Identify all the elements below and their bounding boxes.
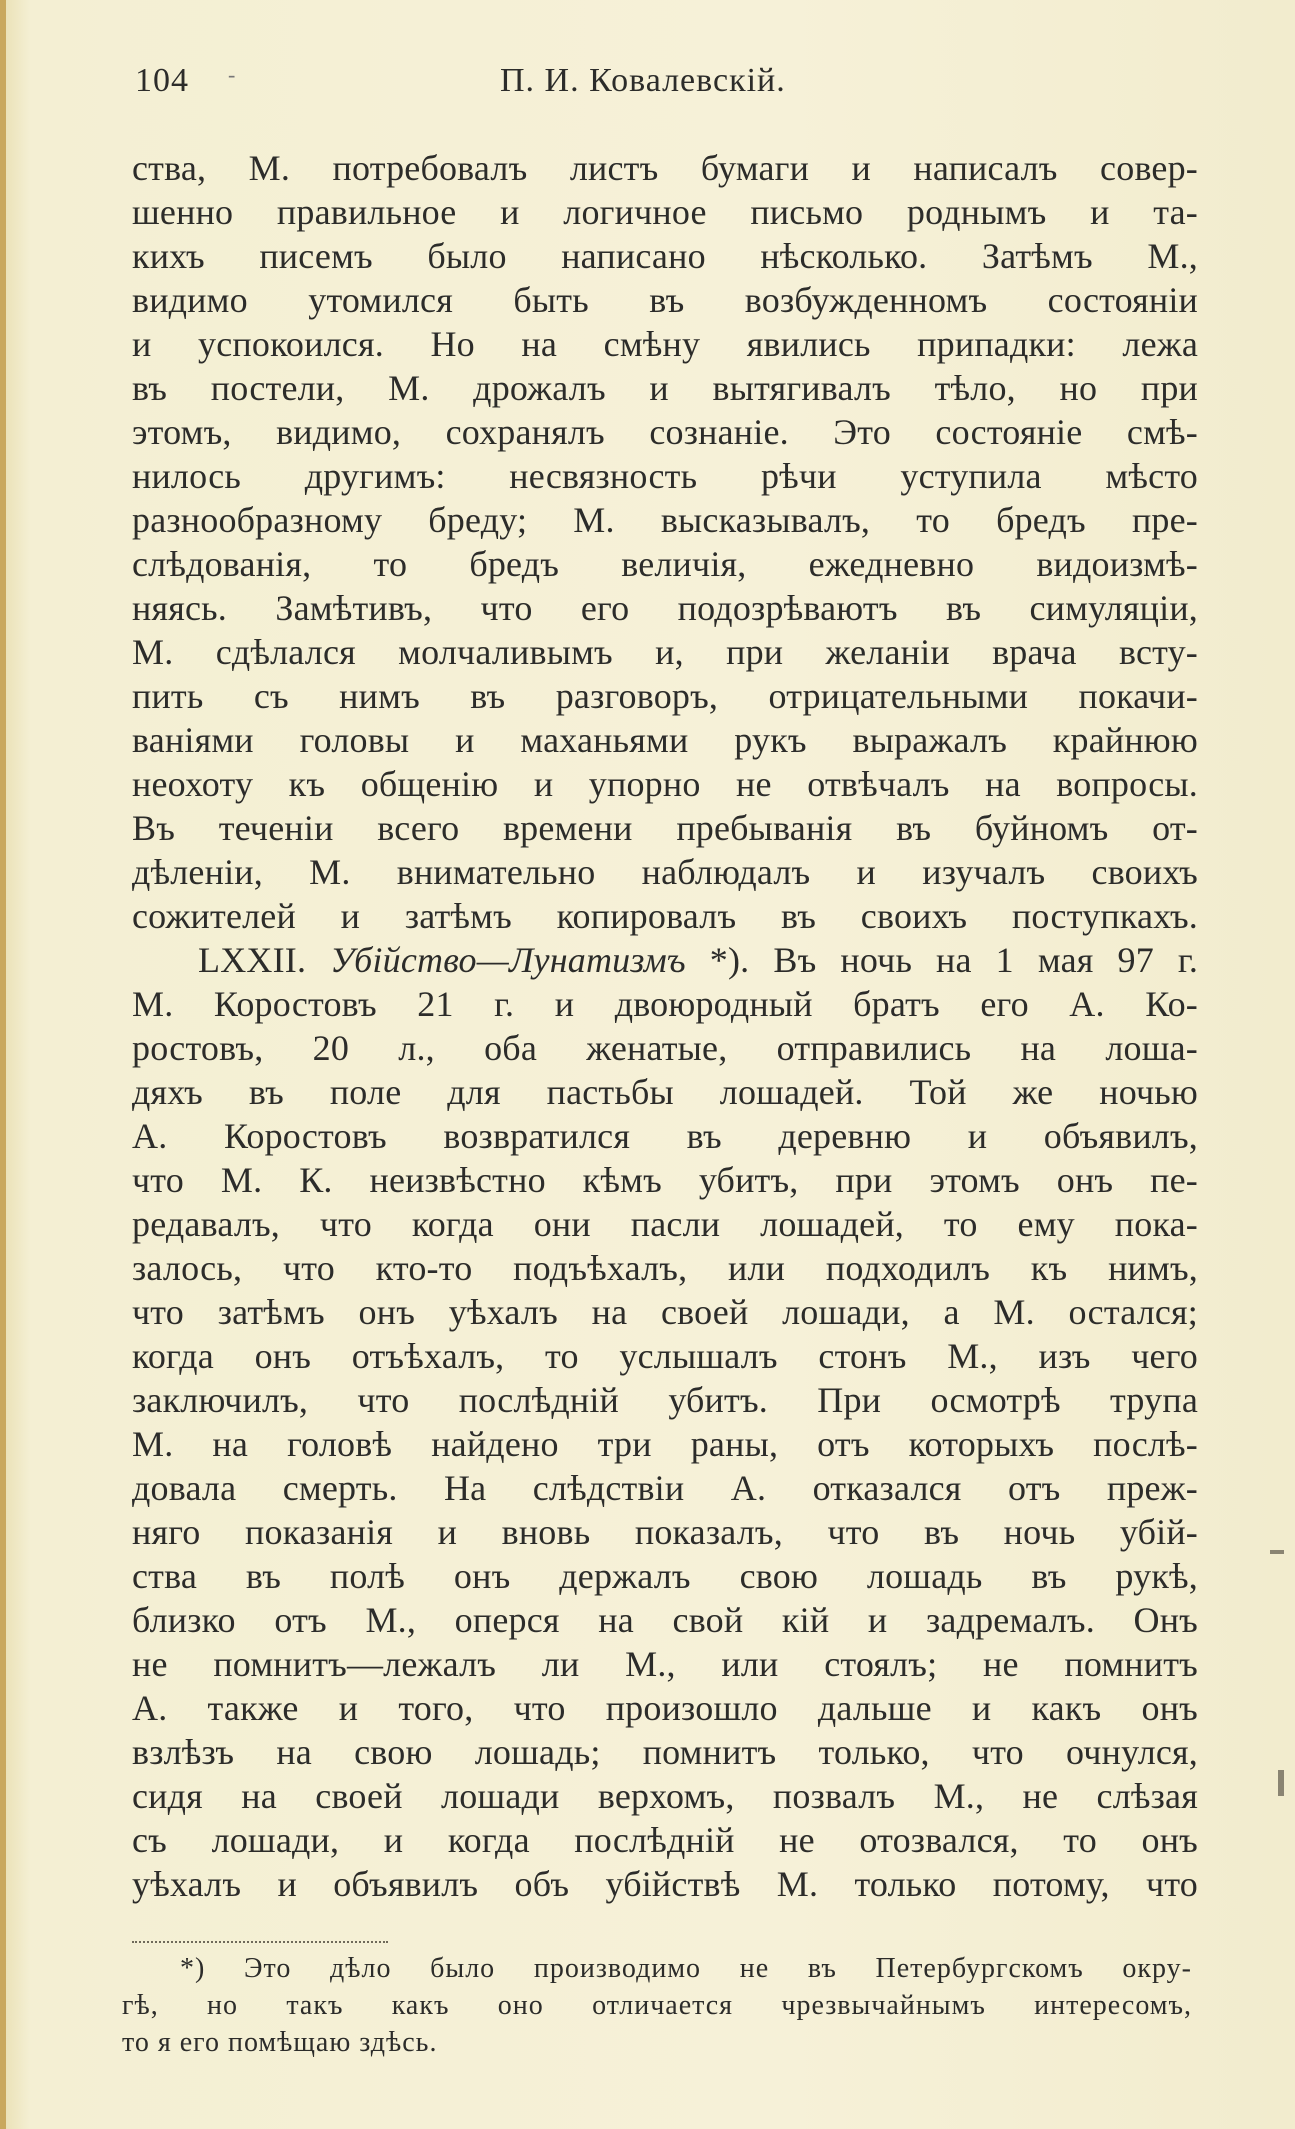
text-line: нилось другимъ: несвязность рѣчи уступила мѣсто xyxy=(132,456,1198,496)
text-line: няго показанія и вновь показалъ, что въ ночь убій- xyxy=(132,1512,1198,1552)
text-line: уѣхалъ и объявилъ объ убійствѣ М. только потому, что xyxy=(132,1864,1198,1904)
text-line: шенно правильное и логичное письмо роднымъ и та- xyxy=(132,192,1198,232)
text-line: А. Коростовъ возвратился въ деревню и объявилъ, xyxy=(132,1116,1198,1156)
text-line: что затѣмъ онъ уѣхалъ на своей лошади, а М. остался; xyxy=(132,1292,1198,1332)
text-line: довала смерть. На слѣдствіи А. отказался отъ преж- xyxy=(132,1468,1198,1508)
text-line: въ постели, М. дрожалъ и вытягивалъ тѣло, но при xyxy=(132,368,1198,408)
page-header xyxy=(135,62,1195,110)
footnote xyxy=(122,1950,1192,2061)
text-line: дѣленіи, М. внимательно наблюдалъ и изучалъ своихъ xyxy=(132,852,1198,892)
page-left-edge xyxy=(0,0,6,2129)
section-lead: Въ ночь на 1 мая 97 г. xyxy=(773,940,1199,980)
text-line: не помнитъ—лежалъ ли М., или стоялъ; не помнитъ xyxy=(132,1644,1198,1684)
text-line: дяхъ въ поле для пастьбы лошадей. Той же ночью xyxy=(132,1072,1198,1112)
text-line: взлѣзъ на свою лошадь; помнитъ только, что очнулся, xyxy=(132,1732,1198,1772)
section-number: LXXII. xyxy=(198,940,307,980)
footnote-line: гѣ, но такъ какъ оно отличается чрезвычайнымъ интересомъ, xyxy=(122,1990,1192,2021)
text-line: М. сдѣлался молчаливымъ и, при желаніи врача всту- xyxy=(132,632,1198,672)
text-line: ства, М. потребовалъ листъ бумаги и написалъ совер- xyxy=(132,148,1198,188)
footnote-line: то я его помѣщаю здѣсь. xyxy=(122,2027,438,2058)
text-line: ства въ полѣ онъ держалъ свою лошадь въ рукѣ, xyxy=(132,1556,1198,1596)
section-heading-line xyxy=(132,938,1198,982)
text-line: Въ теченіи всего времени пребыванія въ буйномъ от- xyxy=(132,808,1198,848)
text-line: слѣдованія, то бредъ величія, ежедневно видоизмѣ- xyxy=(132,544,1198,584)
text-line: залось, что кто-то подъѣхалъ, или подходилъ къ нимъ, xyxy=(132,1248,1198,1288)
footnote-divider xyxy=(132,1941,388,1943)
text-line: редавалъ, что когда они пасли лошадей, то ему пока- xyxy=(132,1204,1198,1244)
text-line: съ лошади, и когда послѣдній не отозвался, то онъ xyxy=(132,1820,1198,1860)
running-head: П. И. Ковалевскій. xyxy=(500,62,786,99)
text-line: этомъ, видимо, сохранялъ сознаніе. Это состояніе смѣ- xyxy=(132,412,1198,452)
text-line: кихъ писемъ было написано нѣсколько. Затѣмъ М., xyxy=(132,236,1198,276)
margin-speck xyxy=(1278,1770,1284,1796)
text-line: няясь. Замѣтивъ, что его подозрѣваютъ въ симуляціи, xyxy=(132,588,1198,628)
section-title: Убійство—Лунатизмъ xyxy=(330,940,686,980)
text-line: М. на головѣ найдено три раны, отъ которыхъ послѣ- xyxy=(132,1424,1198,1464)
footnote-line: *) Это дѣло было производимо не въ Петербургскомъ окру- xyxy=(180,1953,1192,1984)
text-line: близко отъ М., оперся на свой кій и задремалъ. Онъ xyxy=(132,1600,1198,1640)
header-dash: - xyxy=(228,62,237,87)
text-line: сожителей и затѣмъ копировалъ въ своихъ поступкахъ. xyxy=(132,896,1198,936)
text-line: неохоту къ общенію и упорно не отвѣчалъ на вопросы. xyxy=(132,764,1198,804)
text-line: ваніями головы и маханьями рукъ выражалъ крайнюю xyxy=(132,720,1198,760)
text-line: А. также и того, что произошло дальше и какъ онъ xyxy=(132,1688,1198,1728)
text-line: М. Коростовъ 21 г. и двоюродный братъ его А. Ко- xyxy=(132,984,1198,1024)
text-line: что М. К. неизвѣстно кѣмъ убитъ, при этомъ онъ пе- xyxy=(132,1160,1198,1200)
text-line: разнообразному бреду; М. высказывалъ, то бредъ пре- xyxy=(132,500,1198,540)
page-number: 104 xyxy=(135,62,189,99)
text-line: и успокоился. Но на смѣну явились припадки: лежа xyxy=(132,324,1198,364)
margin-speck xyxy=(1270,1550,1284,1554)
body-text xyxy=(132,146,1198,1906)
text-line: пить съ нимъ въ разговоръ, отрицательными покачи- xyxy=(132,676,1198,716)
text-line: когда онъ отъѣхалъ, то услышалъ стонъ М., изъ чего xyxy=(132,1336,1198,1376)
text-line: ростовъ, 20 л., оба женатые, отправились на лоша- xyxy=(132,1028,1198,1068)
text-line: видимо утомился быть въ возбужденномъ состояніи xyxy=(132,280,1198,320)
text-line: сидя на своей лошади верхомъ, позвалъ М., не слѣзая xyxy=(132,1776,1198,1816)
text-line: заключилъ, что послѣдній убитъ. При осмотрѣ трупа xyxy=(132,1380,1198,1420)
footnote-reference: *). xyxy=(709,940,750,980)
